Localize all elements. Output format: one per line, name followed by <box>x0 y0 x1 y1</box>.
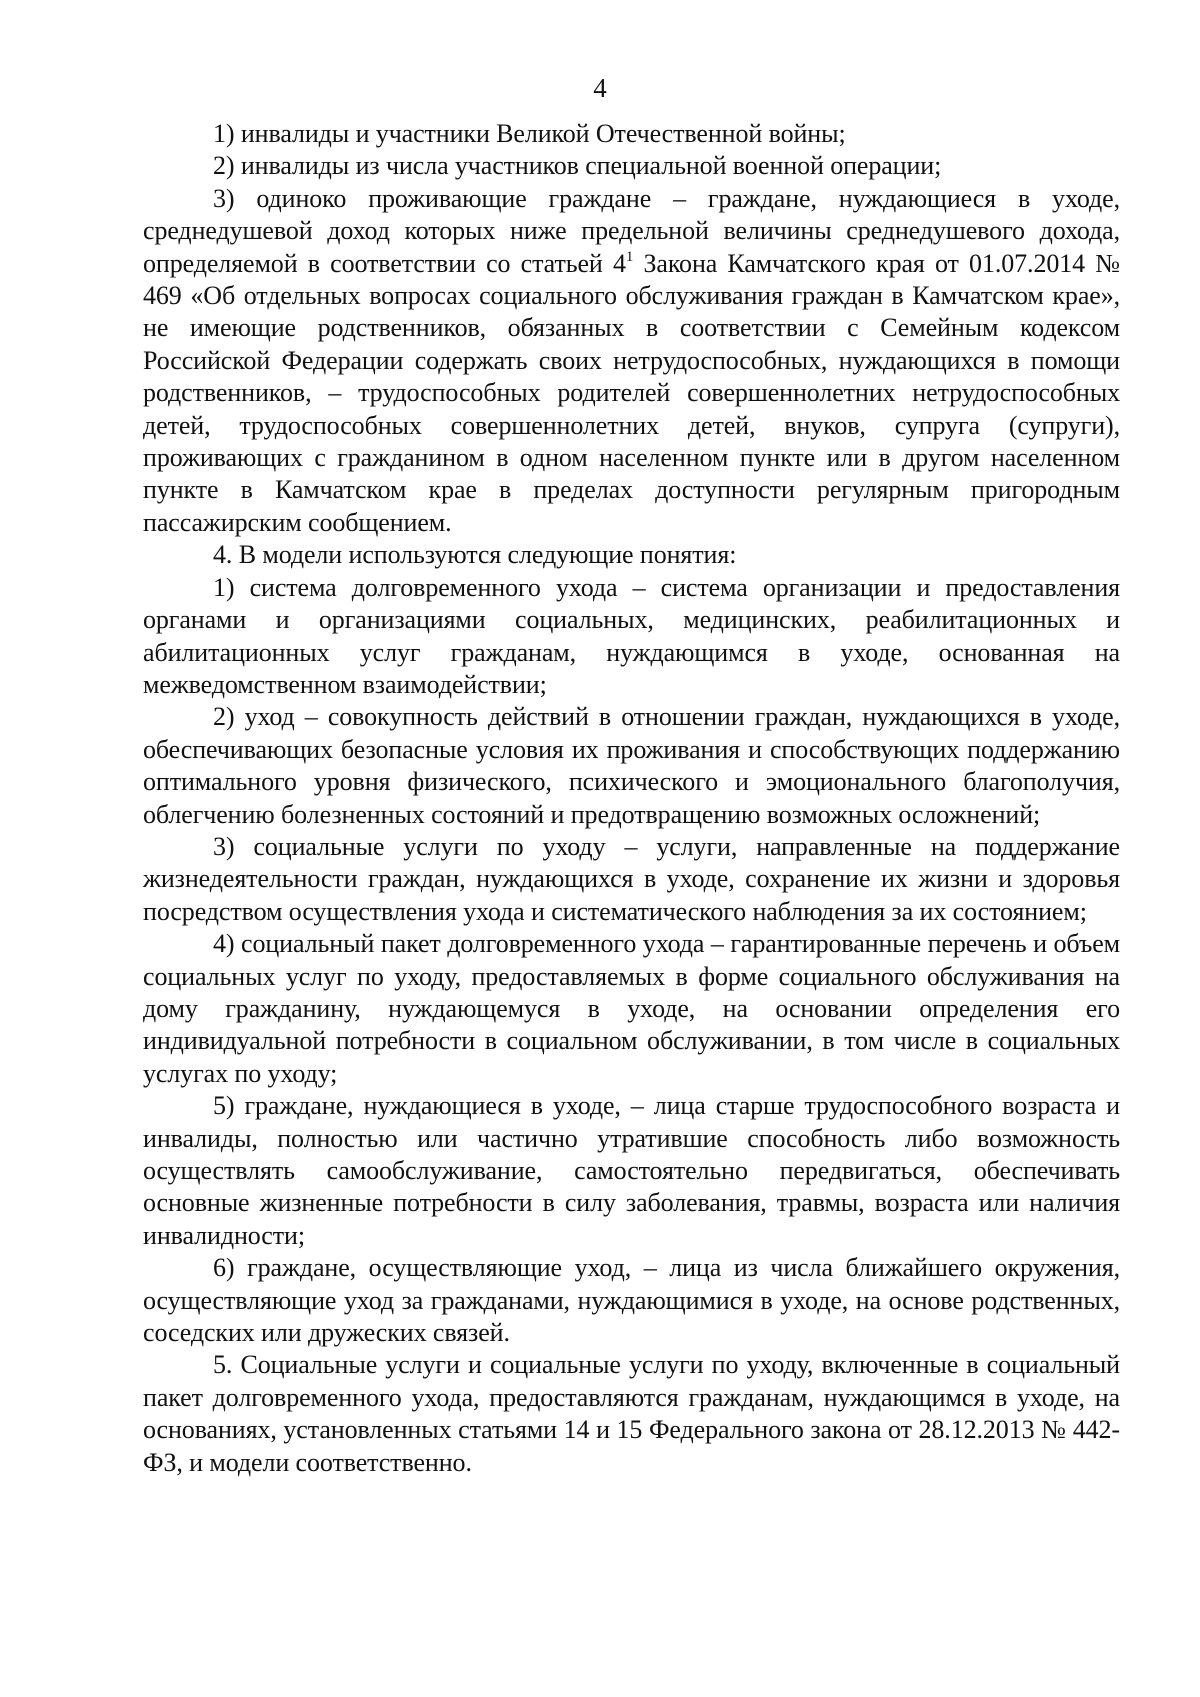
list-item-3-text-start: 3) одиноко проживающие граждане – граждане, нуждающиеся в уходе, среднедушевой доход которых ниже предельной величины среднедушевого дохода, определяемой в соответствии со статьей 4 <box>143 183 1120 278</box>
list-item-3 <box>143 183 1120 539</box>
definition-2: 2) уход – совокупность действий в отношении граждан, нуждающихся в уходе, обеспечивающих безопасные условия их проживания и способствующих поддержанию оптимального уровня физического, психического и эмоционального благополучия, облегчению болезненных состояний и предотвращению возможных осложнений; <box>143 702 1120 829</box>
section-5-paragraph: 5. Социальные услуги и социальные услуги по уходу, включенные в социальный пакет долговременного ухода, предоставляются гражданам, нуждающимся в уходе, на основаниях, установленных статьями 14 и 15 Федерального закона от 28.12.2013 № 442-ФЗ, и модели соответственно. <box>143 1350 1120 1477</box>
document-body <box>143 118 1120 1479</box>
list-item-3-text-end: Закона Камчатского края от 01.07.2014 № 469 «Об отдельных вопросах социального обслуживания граждан в Камчатском крае», не имеющие родственников, обязанных в соответствии с Семейным кодексом Российской Федерации содержать своих нетрудоспособных, нуждающихся в помощи родственников, – трудоспособных родителей совершеннолетних нетрудоспособных детей, трудоспособных совершеннолетних детей, внуков, супруга (супруги), проживающих с гражданином в одном населенном пункте или в другом населенном пункте в Камчатском крае в пределах доступности регулярным пригородным пассажирским сообщением. <box>143 248 1120 537</box>
definition-4: 4) социальный пакет долговременного ухода – гарантированные перечень и объем социальных услуг по уходу, предоставляемых в форме социального обслуживания на дому гражданину, нуждающемуся в уходе, на основании определения его индивидуальной потребности в социальном обслуживании, в том числе в социальных услугах по уходу; <box>143 929 1120 1088</box>
superscript-footnote: 1 <box>625 248 634 265</box>
section-4-heading: 4. В модели используются следующие понятия: <box>213 540 737 570</box>
definition-3: 3) социальные услуги по уходу – услуги, направленные на поддержание жизнедеятельности граждан, нуждающихся в уходе, сохранение их жизни и здоровья посредством осуществления ухода и систематического наблюдения за их состоянием; <box>143 831 1120 926</box>
definition-5: 5) граждане, нуждающиеся в уходе, – лица старше трудоспособного возраста и инвалиды, полностью или частично утратившие способность либо возможность осуществлять самообслуживание, самостоятельно передвигаться, обеспечивать основные жизненные потребности в силу заболевания, травмы, возраста или наличия инвалидности; <box>143 1091 1120 1250</box>
list-item-2: 2) инвалиды из числа участников специальной военной операции; <box>213 151 942 181</box>
page-number: 4 <box>593 73 607 103</box>
definition-1: 1) система долговременного ухода – система организации и предоставления органами и организациями социальных, медицинских, реабилитационных и абилитационных услуг гражданам, нуждающимся в уходе, основанная на межведомственном взаимодействии; <box>143 572 1120 699</box>
definition-6: 6) граждане, осуществляющие уход, – лица из числа ближайшего окружения, осуществляющие уход за гражданами, нуждающимися в уходе, на основе родственных, соседских или дружеских связей. <box>143 1253 1120 1348</box>
list-item-1: 1) инвалиды и участники Великой Отечественной войны; <box>213 119 846 148</box>
